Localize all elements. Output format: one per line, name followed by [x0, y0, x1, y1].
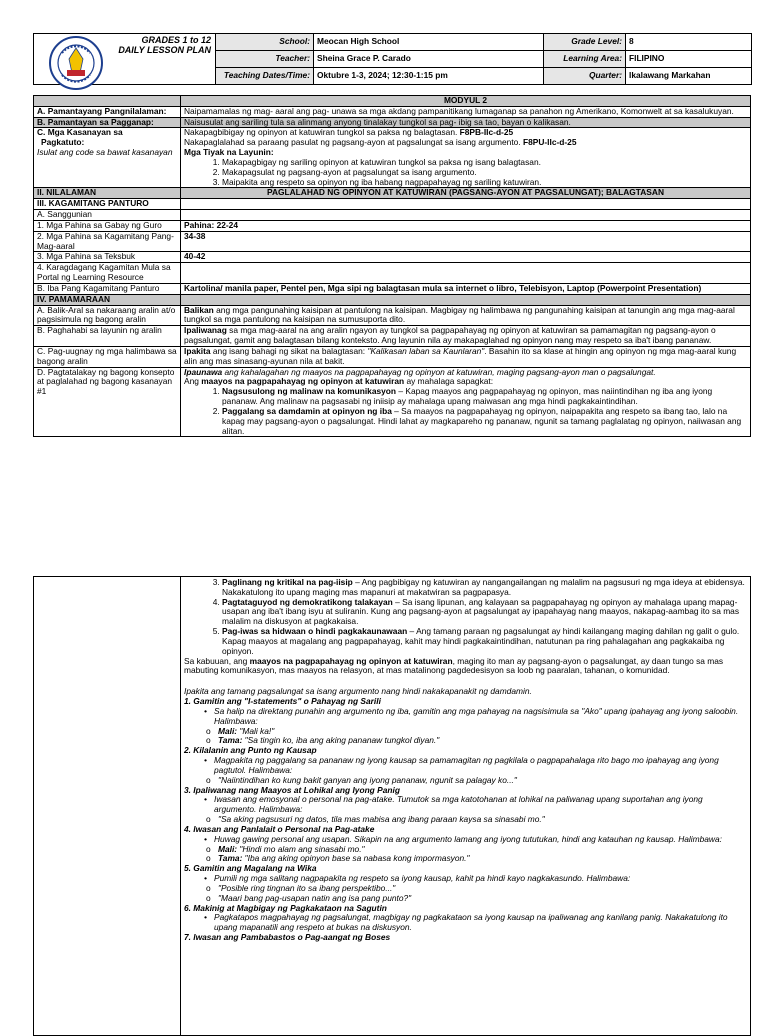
- grades-title: GRADES 1 to 12: [141, 35, 211, 45]
- grade-level-value: 8: [626, 34, 752, 51]
- pagtatalakay-cell: [181, 367, 751, 437]
- nilalaman-text: PAGLALAHAD NG OPINYON AT KATUWIRAN (PAGSANG-AYON AT PAGSALUNGAT); BALAGTASAN: [181, 188, 751, 199]
- paghahabi-label: B. Paghahabi sa layunin ng aralin: [34, 326, 181, 347]
- step-5-title: 5. Gamitin ang Magalang na Wika: [184, 863, 317, 874]
- step-6-title: 6. Makinig at Magbigay ng Pagkakataon na Sagutin: [184, 902, 387, 913]
- school-label: School:: [216, 34, 314, 51]
- school-value: Meocan High School: [314, 34, 544, 51]
- objective-item: 2. Makapagsulat ng pagsang-ayon at pagsalungat sa isang argumento.: [222, 168, 747, 178]
- ipakita-bold: Ipakita: [184, 345, 211, 356]
- pagtatalakay-label: D. Pagtatalakay ng bagong konsepto at paglalahad ng bagong kasanayan #1: [34, 367, 181, 437]
- importance-list-continued: [184, 578, 747, 657]
- nilalaman-label: II. NILALAMAN: [34, 188, 181, 199]
- importance-item: 2. Paggalang sa damdamin at opinyon ng iba – Sa maayos na pagpapahayag ng opinyon, naipapakita ang respeto sa ibang tao, lalo na kapag may pagsang-ayon o pagsalungat. Hindi lahat ay magkapareho ng pananaw, ngunit sa tamang paglalatag ng opinyon, naiiwasan ang alitan.: [222, 407, 747, 436]
- step-7-title: 7. Iwasan ang Pambabastos o Pag-aangat ng Boses: [184, 931, 391, 942]
- step-3-title: 3. Ipaliwanag nang Maayos at Lohikal ang Iyong Panig: [184, 784, 400, 795]
- kasanayan-note: Isulat ang code sa bawat kasanayan: [37, 147, 173, 158]
- teaching-dates-value: Oktubre 1-3, 2024; 12:30-1:15 pm: [314, 68, 544, 85]
- teksbuk-value: 40-42: [181, 252, 751, 263]
- step-5-text: • Pumili ng mga salitang nagpapakita ng respeto sa iyong kausap, kahit pa hindi kayo nagkakasundo. Halimbawa:: [214, 874, 747, 884]
- kasanayan-2: Nakapaglalahad sa paraang pasulat ng pagsang-ayon at pagsalungat sa isang argumento.: [184, 137, 523, 148]
- quarter-value: Ikalawang Markahan: [626, 68, 752, 85]
- lesson-plan-page-2: [33, 576, 751, 1036]
- step-4-tama: o Tama: "Iba ang aking opinyon base sa nabasa kong impormasyon.": [220, 854, 747, 864]
- balagtasan-title: "Kalikasan laban sa Kaunlaran": [367, 345, 485, 356]
- ipaliwanag-bold: Ipaliwanag: [184, 325, 227, 336]
- pamantayang-text: Naipamamalas ng mag- aaral ang pag- unawa sa mga akdang pampanitikang lumaganap sa panahon ng Amerikano, Komonwelt at sa kasalukuyan.: [181, 106, 751, 117]
- pamantayang-label: A. Pamantayang Pangnilalaman:: [34, 106, 181, 117]
- teacher-value: Sheina Grace P. Carado: [314, 51, 544, 68]
- kabuuan-paragraph: Sa kabuuan, ang maayos na pagpapahayag ng opinyon at katuwiran, maging ito man ay pagsang-ayon o pagsalungat, ay daan tungo sa mas mabuting komunikasyon, mas maayos na relasyon, at mas matalinong pagdedesisyon sa loob ng paaralan, tahanan, o komunidad.: [184, 655, 724, 676]
- tiyak-na-layunin-title: Mga Tiyak na Layunin:: [184, 147, 274, 158]
- pag-uugnay-text-2: . Basahin ito sa klase at hingin ang opinyon ng mga mag-aaral kung alin ang mas sinasang-ayunan nila at bakit.: [184, 345, 737, 366]
- step-2-title: 2. Kilalanin ang Punto ng Kausap: [184, 745, 317, 756]
- kagamitang-mag-aaral-value: 34-38: [181, 231, 751, 252]
- step-4-mali: o Mali: "Hindi mo alam ang sinasabi mo.": [220, 845, 747, 855]
- teksbuk-label: 3. Mga Pahina sa Teksbuk: [34, 252, 181, 263]
- paghahabi-text: sa mga mag-aaral na ang aralin ngayon ay tungkol sa pagpapahayag ng opinyon at katuwiran sa pamamagitan ng pagsang-ayon o pagsalungat, gamit ang balagtasan bilang konteksto. Ang layunin nila ay makapaglahad ng opinyon nang may respeto sa iba't ibang pananaw.: [184, 325, 716, 346]
- paghahabi-cell: [181, 326, 751, 347]
- step-3-example: o "Sa aking pagsusuri ng datos, tila mas mabisa ang ibang paraan kaysa sa sinasabi mo.": [220, 815, 747, 825]
- deped-logo-cell: [34, 34, 216, 85]
- kagamitan-label: III. KAGAMITANG PANTURO: [34, 199, 181, 210]
- continuation-cell: [181, 577, 751, 1036]
- step-1-text: • Sa halip na direktang punahin ang argumento ng iba, gamitin ang mga pahayag na nagsisimula sa "Ako" upang ipahayag ang iyong saloobin. Halimbawa:: [214, 707, 747, 727]
- maayos-bold: maayos na pagpapahayag ng opinyon at katuwiran: [201, 376, 405, 387]
- balikan-bold: Balikan: [184, 304, 214, 315]
- importance-item: 1. Nagsusulong ng malinaw na komunikasyon – Kapag maayos ang pagpapahayag ng opinyon, mas naiintindihan ng iba ang iyong pananaw. Ang malinaw na pagsasabi ng iniisip ay mahalaga upang maiwasan ang mga hindi pagkakaintindihan.: [222, 387, 747, 407]
- portal-label: 4. Karagdagang Kagamitan Mula sa Portal ng Learning Resource: [34, 263, 181, 284]
- iba-pang-kagamitan-value: Kartolina/ manila paper, Pentel pen, Mga sipi ng balagtasan mula sa internet o libro, Telebisyon, Laptop (Powerpoint Presentation): [181, 283, 751, 294]
- balik-aral-label: A. Balik-Aral sa nakaraang aralin at/o pagsisimula ng bagong aralin: [34, 305, 181, 326]
- quarter-label: Quarter:: [544, 68, 626, 85]
- sanggunian-label: A. Sanggunian: [34, 210, 181, 221]
- step-5-example: o "Maari bang pag-usapan natin ang isa pang punto?": [220, 894, 747, 904]
- grade-level-label: Grade Level:: [544, 34, 626, 51]
- objective-item: 1. Makapagbigay ng sariling opinyon at katuwiran tungkol sa paksa ng isang balagtasan.: [222, 158, 747, 168]
- lesson-plan-page-1: [33, 33, 751, 437]
- kasanayan-label-cell: [34, 128, 181, 188]
- step-6-text: • Pagkatapos magpahayag ng pagsalungat, magbigay ng pagkakataon sa iyong kausap na ipaliwanag ang kanilang panig. Nakakatulong ito upang mapanatili ang respeto at bukas na diskusyon.: [214, 913, 747, 933]
- step-4-title: 4. Iwasan ang Panlalait o Personal na Pag-atake: [184, 823, 375, 834]
- step-2-text: • Magpakita ng paggalang sa pananaw ng iyong kausap sa pamamagitan ng pagkilala o pagpapahalaga rito bago mo ipahayag ang iyong pagtutol. Halimbawa:: [214, 756, 747, 776]
- kasanayan-1: Nakapagbibigay ng opinyon at katuwiran tungkol sa paksa ng balagtasan.: [184, 127, 460, 138]
- iba-pang-kagamitan-label: B. Iba Pang Kagamitang Panturo: [34, 283, 181, 294]
- ipaunawa-text: ang kahalagahan ng maayos na pagpapahayag ng opinyon at katuwiran, maging pagsang-ayon man o pagsalungat.: [222, 366, 656, 377]
- balik-aral-cell: [181, 305, 751, 326]
- pagganap-text: Naisusulat ang sariling tula sa alinmang anyong tinalakay tungkol sa pag- ibig sa tao, bayan o kalikasan.: [181, 117, 751, 128]
- learning-area-value: FILIPINO: [626, 51, 752, 68]
- kasanayan-cell: [181, 128, 751, 188]
- importance-item: 5. Pag-iwas sa hidwaan o hindi pagkakaunawaan – Ang tamang paraan ng pagsalungat ay hindi kailangang maging dahilan ng galit o gulo. Kapag maayos at magalang ang pagpapahayag, kahit may hindi pagkakaintindihan, natutunan pa ring pahalagahan ang pagkakaiba ng opinyon.: [222, 627, 747, 656]
- step-2-example: o "Naiintindihan ko kung bakit ganyan ang iyong pananaw, ngunit sa palagay ko...": [220, 776, 747, 786]
- lesson-table: [33, 95, 751, 437]
- pagkatuto-label: Pagkatuto:: [41, 137, 85, 148]
- step-4-text: • Huwag gawing personal ang usapan. Sikapin na ang argumento lamang ang iyong tututukan, hindi ang katauhan ng kausap. Halimbawa:: [214, 835, 747, 845]
- pagganap-label: B. Pamantayan sa Pagganap:: [34, 117, 181, 128]
- step-1-mali: o Mali: "Mali ka!": [220, 727, 747, 737]
- balik-aral-text: ang mga pangunahing kaisipan at pantulong na kaisipan. Magbigay ng halimbawa ng pangunahing kaisipan at tanungin ang mga mag-aaral tungkol sa mga pantulong na kaisipan na sumusuporta dito.: [184, 304, 735, 325]
- step-1-tama: o Tama: "Sa tingin ko, iba ang aking pananaw tungkol diyan.": [220, 736, 747, 746]
- kasanayan-label: C. Mga Kasanayan sa: [37, 127, 123, 138]
- mahalaga-text: ay mahalaga sapagkat:: [404, 376, 494, 387]
- importance-list: [184, 387, 747, 436]
- deped-seal-icon: [36, 35, 116, 91]
- ipaunawa-bold: Ipaunawa: [184, 366, 223, 377]
- continuation-table: [33, 576, 751, 1036]
- pag-uugnay-label: C. Pag-uugnay ng mga halimbawa sa bagong aralin: [34, 346, 181, 367]
- importance-item: 3. Paglinang ng kritikal na pag-iisip – Ang pagbibigay ng katuwiran ay nangangailangan ng malalim na pagsusuri ng mga ideya at ebidensya. Nakakatulong ito upang maging mas mapanuri at makatwiran sa pagpapasya.: [222, 578, 747, 598]
- learning-area-label: Learning Area:: [544, 51, 626, 68]
- pamamaraan-label: IV. PAMAMARAAN: [34, 294, 181, 305]
- modyul-title: MODYUL 2: [181, 96, 751, 107]
- importance-item: 4. Pagtataguyod ng demokratikong talakayan – Sa isang lipunan, ang kalayaan sa pagpapahayag ng opinyon ay mahalaga upang mapag-usapan ang iba't ibang isyu at suliranin. Kung ang pagsang-ayon at pagsalungat ay ipapahayag nang maayos, nakapag-aambag ito sa mas malalim na diskusyon at pagkakaisa.: [222, 598, 747, 627]
- ang-text: Ang: [184, 376, 202, 387]
- teacher-label: Teacher:: [216, 51, 314, 68]
- kagamitang-mag-aaral-label: 2. Mga Pahina sa Kagamitang Pang- Mag-aaral: [34, 231, 181, 252]
- pag-uugnay-cell: [181, 346, 751, 367]
- dlp-title: DAILY LESSON PLAN: [118, 44, 211, 55]
- code-2: F8PU-IIc-d-25: [522, 137, 577, 148]
- objective-item: 3. Maipakita ang respeto sa opinyon ng iba habang nagpapahayag ng sariling katuwiran.: [222, 178, 747, 188]
- step-3-text: • Iwasan ang emosyonal o personal na pag-atake. Tumutok sa mga katotohanan at lohikal na paliwanag upang suportahan ang iyong argumento. Halimbawa:: [214, 795, 747, 815]
- gabay-guro-value: Pahina: 22-24: [181, 220, 751, 231]
- gabay-guro-label: 1. Mga Pahina sa Gabay ng Guro: [34, 220, 181, 231]
- objectives-list: [184, 158, 747, 187]
- ipakita-intro: Ipakita ang tamang pagsalungat sa isang argumento nang hindi nakakapanakit ng damdamin.: [184, 686, 532, 697]
- step-1-title: 1. Gamitin ang "I-statements" o Pahayag ng Sarili: [184, 696, 381, 707]
- teaching-dates-label: Teaching Dates/Time:: [216, 68, 314, 85]
- header-table: [33, 33, 752, 85]
- pag-uugnay-text-1: ang isang bahagi ng sikat na balagtasan:: [210, 345, 368, 356]
- code-1: F8PB-IIc-d-25: [459, 127, 514, 138]
- step-5-example: o "Posible ring tingnan ito sa ibang perspektibo...": [220, 884, 747, 894]
